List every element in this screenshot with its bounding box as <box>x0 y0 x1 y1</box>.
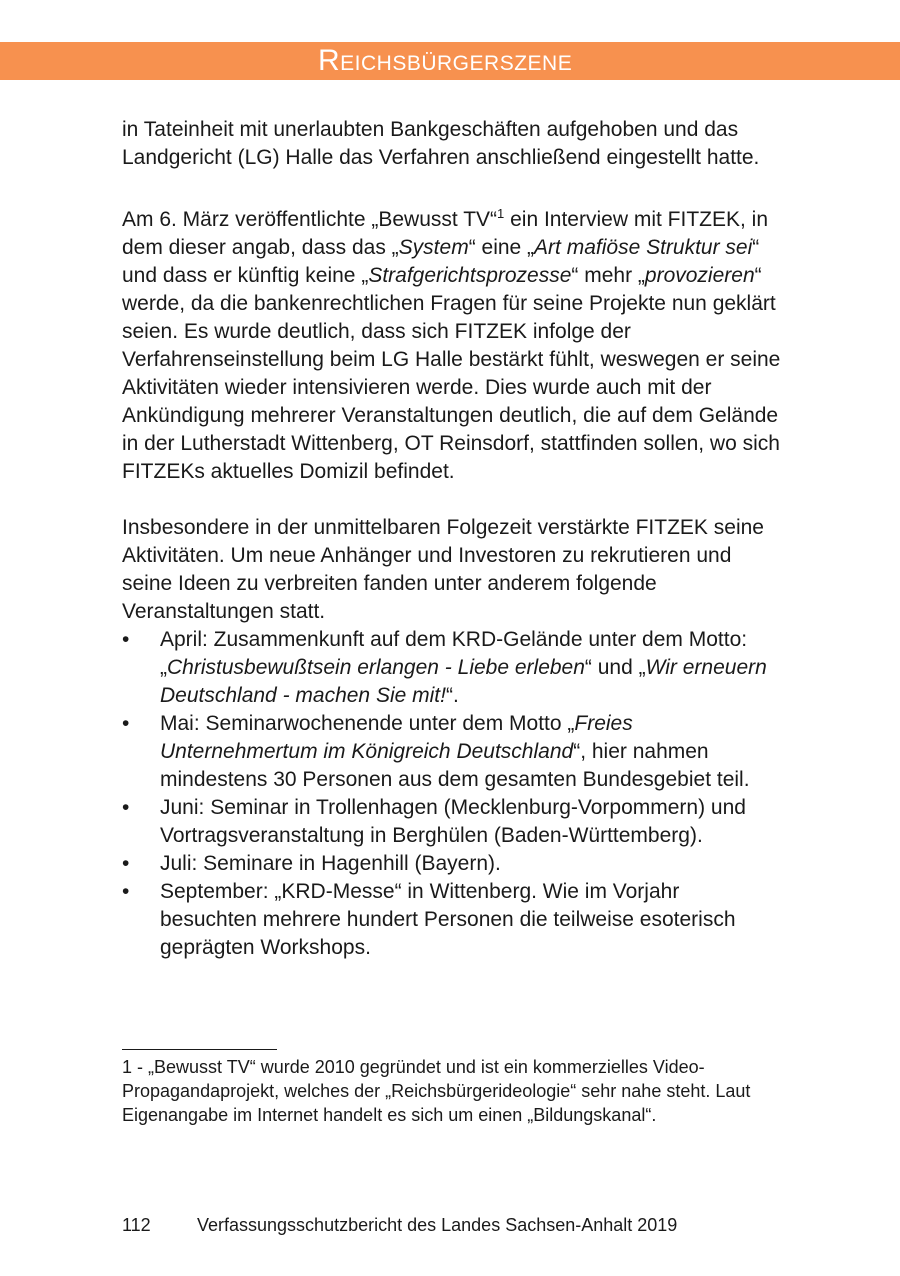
footnote-divider <box>122 1049 277 1050</box>
bullet-icon: • <box>122 852 130 875</box>
list-item: • September: „KRD-Messe“ in Wittenberg. Wie im Vorjahr besuchten mehrere hundert Personen die teilweise esoterisch geprägten Workshops. <box>122 880 736 959</box>
page-number: 112 <box>122 1215 151 1235</box>
event-list <box>122 626 782 962</box>
bullet-icon: • <box>122 712 130 735</box>
chapter-title: Reichsbürgerszene <box>318 44 573 77</box>
main-text <box>122 116 782 962</box>
paragraph-2: Am 6. März veröffentlichte „Bewusst TV“$^1$ ein Interview mit FITZEK, in dem dieser angab, dass das „System“ eine „Art mafiöse Struktur sei“ und dass er künftig keine „Strafgerichtsprozesse“ mehr „provozieren“ werde, da die bankenrechtlichen Fragen für seine Projekte nun geklärt seien. Es wurde deutlich, dass sich FITZEK infolge der Verfahrenseinstellung beim LG Halle bestärkt fühlt, weswegen er seine Aktivitäten wieder intensivieren werde. Dies wurde auch mit der Ankündigung mehrerer Veranstaltungen deutlich, die auf dem Gelände in der Lutherstadt Wittenberg, OT Reinsdorf, stattfinden sollen, wo sich FITZEKs aktuelles Domizil befindet. <box>122 206 781 483</box>
footer-title: Verfassungsschutzbericht des Landes Sachsen-Anhalt 2019 <box>197 1215 678 1235</box>
bullet-icon: • <box>122 796 130 819</box>
bullet-icon: • <box>122 880 130 903</box>
chapter-header-bar <box>0 42 900 80</box>
paragraph-3: Insbesondere in der unmittelbaren Folgezeit verstärkte FITZEK seine Aktivitäten. Um neue Anhänger und Investoren zu rekrutieren und seine Ideen zu verbreiten fanden unter anderem folgende Veranstaltungen statt. <box>122 516 764 623</box>
paragraph-1: in Tateinheit mit unerlaubten Bankgeschäften aufgehoben und das Landgericht (LG) Halle das Verfahren anschließend eingestellt hatte. <box>122 118 760 169</box>
footnote-reference: 1 <box>497 206 505 221</box>
list-item: • April: Zusammenkunft auf dem KRD-Gelände unter dem Motto: „Christusbewußtsein erlangen - Liebe erleben“ und „Wir erneuern Deutschland - machen Sie mit!“. <box>122 628 767 707</box>
list-item: • Mai: Seminarwochenende unter dem Motto „Freies Unternehmertum im Königreich Deutschland“, hier nahmen mindestens 30 Personen aus dem gesamten Bundesgebiet teil. <box>122 712 750 791</box>
footnote: 1 - „Bewusst TV“ wurde 2010 gegründet und ist ein kommerzielles Video-Propagandaprojekt, welches der „Reichsbürgerideologie“ sehr nahe steht. Laut Eigenangabe im Internet handelt es sich um einen „Bildungskanal“. <box>122 1057 751 1125</box>
list-item: • Juli: Seminare in Hagenhill (Bayern). <box>122 850 782 878</box>
list-item: • Juni: Seminar in Trollenhagen (Mecklenburg-Vorpommern) und Vortragsveranstaltung in Berghülen (Baden-Württemberg). <box>122 796 746 847</box>
bullet-icon: • <box>122 628 130 651</box>
